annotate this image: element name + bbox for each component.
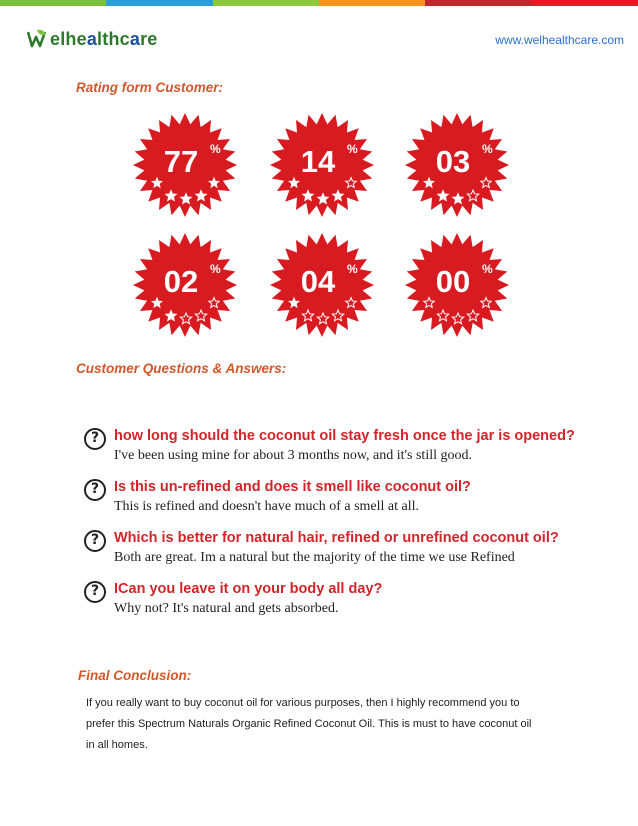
- percent-sign: %: [210, 142, 221, 156]
- question-icon: ?: [84, 581, 106, 603]
- answer-text: This is refined and doesn't have much of a smell at all.: [114, 499, 419, 514]
- qa-list: [84, 426, 574, 630]
- question-icon: ?: [84, 479, 106, 501]
- conclusion-line: prefer this Spectrum Naturals Organic Refined Coconut Oil. This is must to have coconut oil: [86, 718, 532, 730]
- qa-item: [84, 426, 574, 466]
- question-text: Which is better for natural hair, refined or unrefined coconut oil?: [114, 530, 559, 546]
- rating-section-title: Rating form Customer:: [76, 80, 224, 95]
- rating-value: 77: [163, 144, 199, 179]
- question-text: how long should the coconut oil stay fresh once the jar is opened?: [114, 428, 575, 444]
- rating-value: 02: [163, 264, 199, 299]
- qa-section-title: Customer Questions & Answers:: [76, 361, 287, 376]
- qa-item: [84, 477, 574, 517]
- qa-item: [84, 528, 574, 568]
- percent-sign: %: [347, 142, 358, 156]
- rating-badges: [130, 110, 520, 340]
- conclusion-text: [86, 693, 556, 756]
- brand-name: elhealthcare: [50, 28, 158, 49]
- percent-sign: %: [482, 262, 493, 276]
- rating-badge: [402, 110, 512, 220]
- answer-text: Both are great. Im a natural but the majority of the time we use Refined: [114, 550, 515, 565]
- starburst-badge-icon: [402, 110, 512, 220]
- starburst-badge-icon: [267, 230, 377, 340]
- answer-text: Why not? It's natural and gets absorbed.: [114, 601, 339, 616]
- question-icon: ?: [84, 428, 106, 450]
- brand-logo[interactable]: [26, 27, 158, 51]
- starburst-badge-icon: [402, 230, 512, 340]
- rating-badge: [267, 110, 377, 220]
- starburst-badge-icon: [267, 110, 377, 220]
- question-icon: ?: [84, 530, 106, 552]
- rating-badge: [402, 230, 512, 340]
- conclusion-line: If you really want to buy coconut oil for various purposes, then I highly recommend you to: [86, 697, 520, 709]
- rating-value: 04: [300, 264, 336, 299]
- question-text: ICan you leave it on your body all day?: [114, 581, 383, 597]
- qa-item: [84, 579, 574, 619]
- rating-badge: [130, 110, 240, 220]
- percent-sign: %: [347, 262, 358, 276]
- conclusion-title: Final Conclusion:: [78, 668, 192, 683]
- answer-text: I've been using mine for about 3 months now, and it's still good.: [114, 448, 472, 463]
- rating-value: 14: [300, 144, 336, 179]
- rating-badge: [130, 230, 240, 340]
- starburst-badge-icon: [130, 230, 240, 340]
- percent-sign: %: [210, 262, 221, 276]
- site-url-link[interactable]: www.welhealthcare.com: [495, 33, 624, 47]
- rating-badge: [267, 230, 377, 340]
- rating-value: 00: [435, 264, 471, 299]
- percent-sign: %: [482, 142, 493, 156]
- leaf-w-icon: [26, 28, 48, 50]
- rating-value: 03: [435, 144, 471, 179]
- starburst-badge-icon: [130, 110, 240, 220]
- header-color-bar: [0, 0, 638, 6]
- conclusion-line: in all homes.: [86, 739, 148, 751]
- question-text: Is this un-refined and does it smell like coconut oil?: [114, 479, 471, 495]
